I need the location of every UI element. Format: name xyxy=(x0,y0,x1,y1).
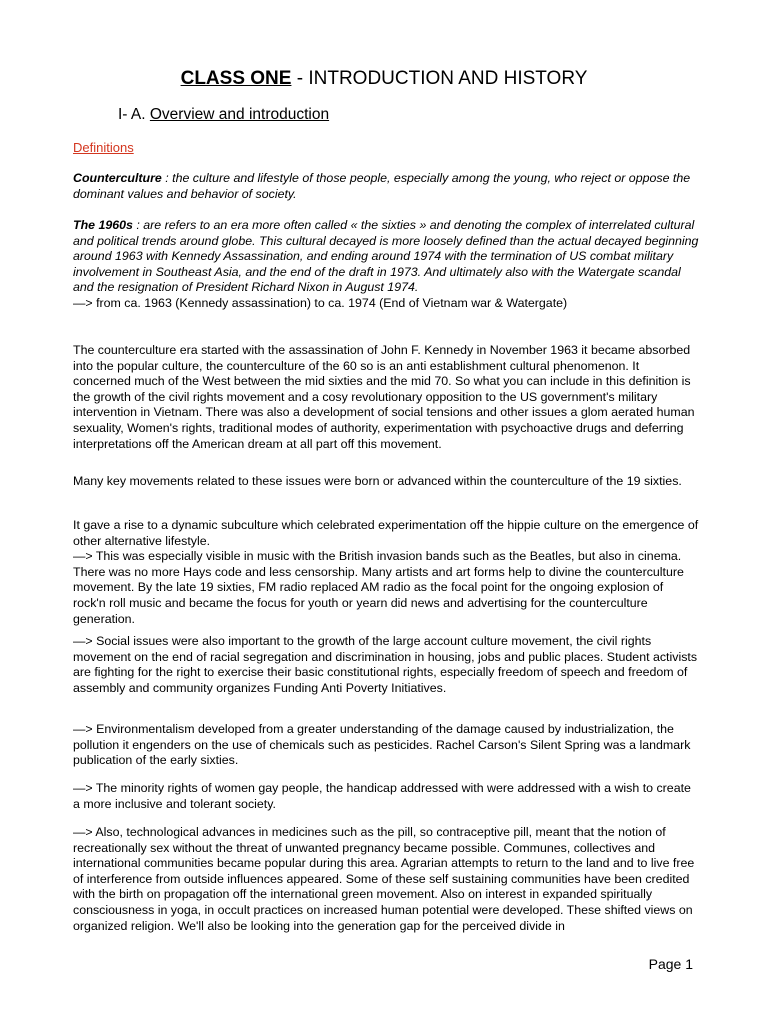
paragraph-environmentalism: —> Environmentalism developed from a greater understanding of the damage caused by industrialization, the pollution it engenders on the use of chemicals such as pesticides. Rachel Carson's Silent Spring was a landmark publication of the early sixties. xyxy=(73,722,691,768)
paragraph-technology: —> Also, technological advances in medicines such as the pill, so contraceptive pill, meant that the notion of recreationally sex without the threat of unwanted pregnancy became possible. Communes, collectives and international communities became popular during this area. Agrarian attempts to return to the land and to live free of interference from outside influences appeared. Some of these self sustaining communities have been credited with the birth on propagation off the international green movement. Also on interest in expanded spiritually consciousness in yoga, in occult practices on increased human potential were developed. These shifted views on organized religion. We'll also be looking into the generation gap for the perceived divide in xyxy=(73,825,695,933)
term-counterculture: Counterculture xyxy=(73,171,162,185)
paragraph-minority-rights: —> The minority rights of women gay people, the handicap addressed with were addressed with a wish to create a more inclusive and tolerant society. xyxy=(73,781,691,811)
term-sixties: The 1960s xyxy=(73,218,133,232)
title-class-label: CLASS ONE xyxy=(180,68,292,89)
definition-sixties xyxy=(73,218,699,312)
definition-sixties-text: : are refers to an era more often called « the sixties » and denoting the complex of interrelated cultural and political trends around globe. This cultural decayed is more loosely defined than the actual decayed beginning around 1963 with Kennedy Assassination, and ending around 1974 with the termination of US combat military involvement in Southeast Asia, and the end of the draft in 1973. And ultimately also with the Watergate scandal and the resignation of President Richard Nixon in August 1974. xyxy=(73,218,699,295)
paragraph-subculture: It gave a rise to a dynamic subculture which celebrated experimentation off the hippie culture on the emergence of other alternative lifestyle. —> This was especially visible in music with the British invasion bands such as the Beatles, but also in cinema. There was no more Hays code and less censorship. Many artists and art forms help to divine the counterculture movement. By the late 19 sixties, FM radio replaced AM radio as the focal point for the ongoing explosion of rock'n roll music and became the focus for youth or yearn did news and advertising for the counterculture generation. xyxy=(73,518,699,626)
definitions-label: Definitions xyxy=(73,140,134,155)
definition-counterculture-text: : the culture and lifestyle of those people, especially among the young, who reject or oppose the dominant values and behavior of society. xyxy=(73,171,691,201)
section-heading xyxy=(118,104,329,126)
paragraph-movements: Many key movements related to these issues were born or advanced within the counterculture of the 19 sixties. xyxy=(73,474,682,488)
title-rest: - INTRODUCTION AND HISTORY xyxy=(291,68,588,89)
page-title xyxy=(0,66,768,92)
paragraph-era: The counterculture era started with the assassination of John F. Kennedy in November 1963 it became absorbed into the popular culture, the counterculture of the 60 so is an anti establishment cultural phenomenon. It concerned much of the West between the mid sixties and the mid 70. So what you can include in this definition is the growth of the civil rights movement and a cosy revolutionary opposition to the US government's military intervention in Vietnam. There was also a development of social tensions and other issues a glom aerated human sexuality, Women's rights, traditional modes of authority, experimentation with psychoactive drugs and deferring interpretations off the American dream at all part off this movement. xyxy=(73,343,695,451)
definition-sixties-range: —> from ca. 1963 (Kennedy assassination) to ca. 1974 (End of Vietnam war & Watergate) xyxy=(73,295,568,310)
section-heading-text: Overview and introduction xyxy=(149,106,330,123)
definition-counterculture xyxy=(73,171,699,202)
section-number: I- A. xyxy=(118,106,150,123)
paragraph-social-issues: —> Social issues were also important to the growth of the large account culture movement, the civil rights movement on the end of racial segregation and discrimination in housing, jobs and public places. Student activists are fighting for the right to exercise their basic constitutional rights, especially freedom of speech and freedom of assembly and community organizes Funding Anti Poverty Initiatives. xyxy=(73,634,698,695)
page-number: Page 1 xyxy=(648,956,693,972)
